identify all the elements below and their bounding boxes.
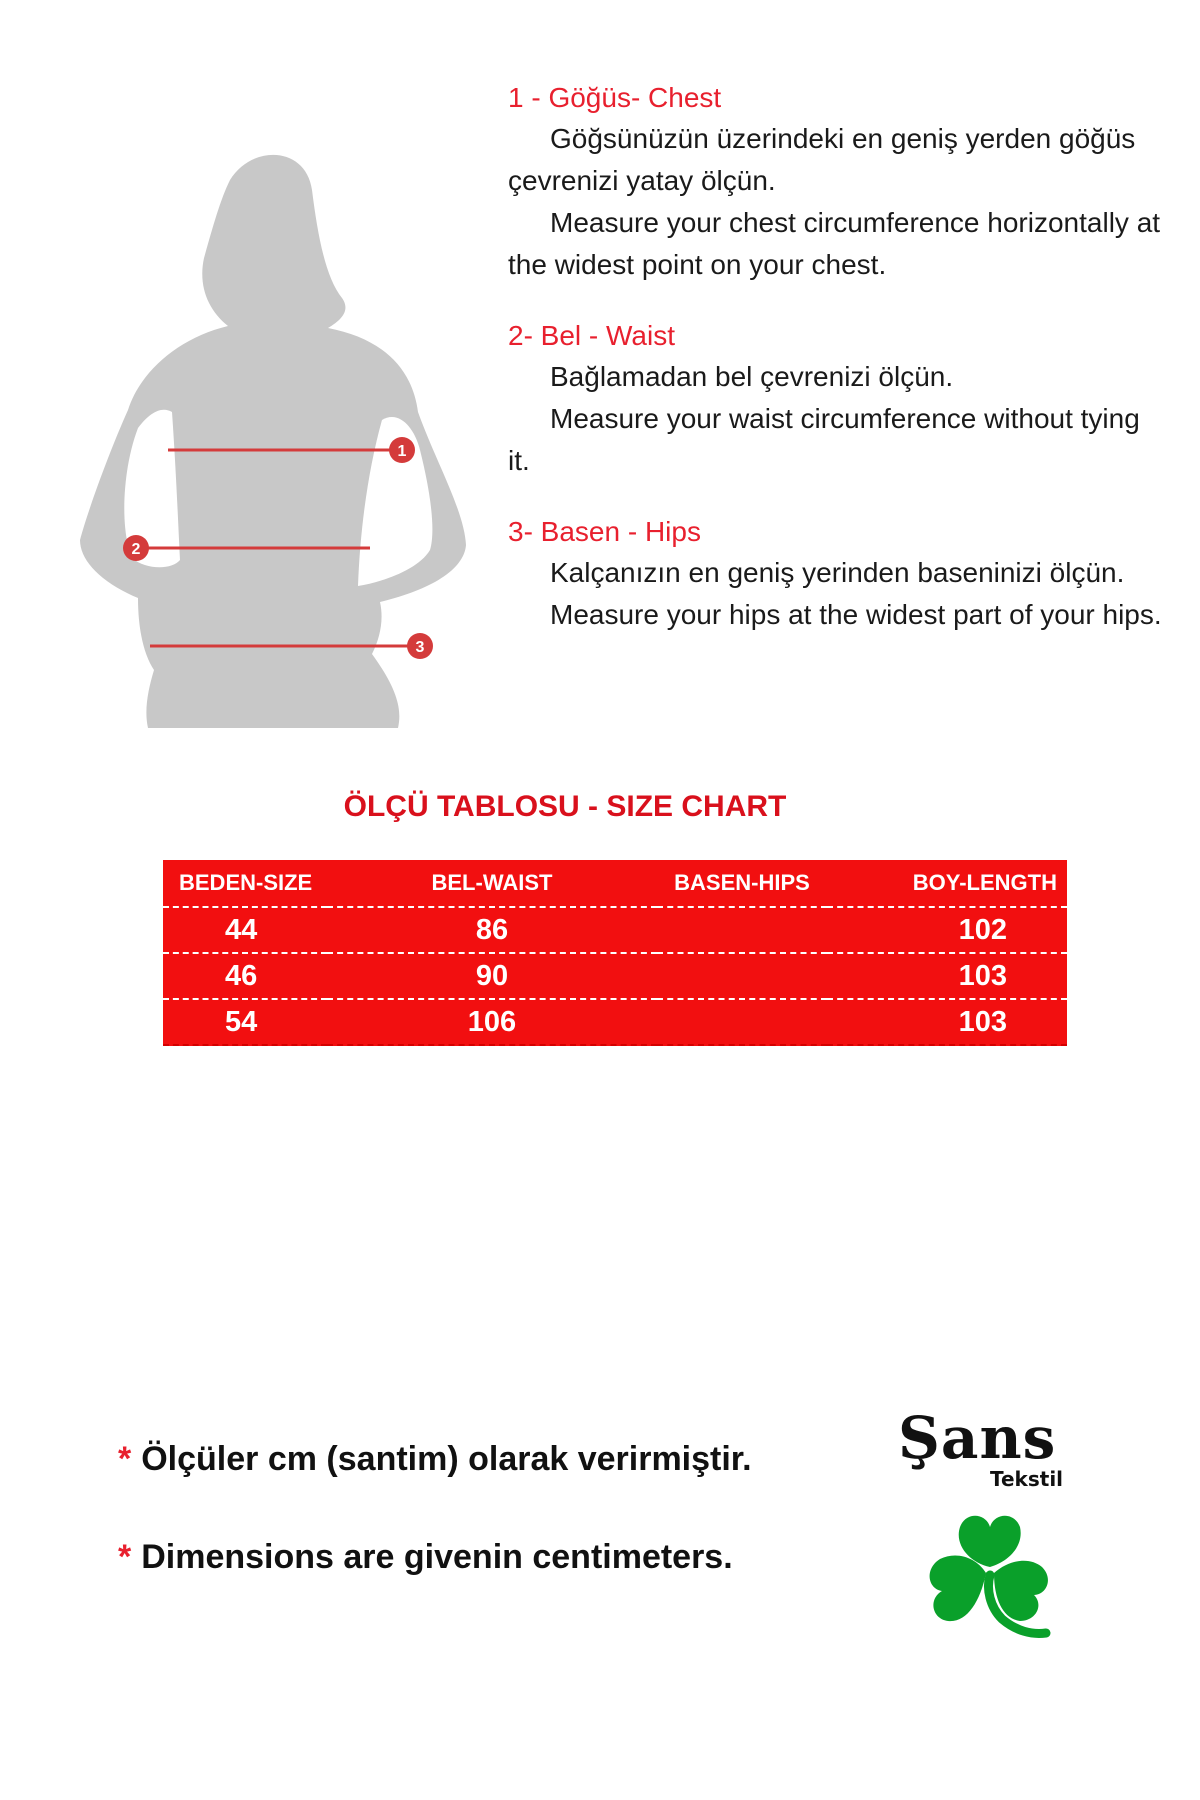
brand-logo: [898, 1405, 1098, 1645]
waist-title: 2- Bel - Waist: [508, 320, 675, 351]
table-header-row: [163, 860, 1067, 907]
waist-instruction: [508, 316, 1168, 482]
body-measurement-figure: [80, 150, 480, 730]
size-chart-table: [163, 860, 1067, 1046]
header-waist: BEL-WAIST: [327, 860, 657, 907]
chest-text-tr: Göğsünüzün üzerindeki en geniş yerden göğüs çevrenizi yatay ölçün.: [508, 123, 1136, 196]
header-size: BEDEN-SIZE: [163, 860, 327, 907]
cell-waist: 106: [327, 999, 657, 1045]
waist-text-tr: Bağlamadan bel çevrenizi ölçün.: [550, 361, 954, 392]
hips-title: 3- Basen - Hips: [508, 516, 701, 547]
hips-instruction: [508, 512, 1168, 636]
note-star: *: [118, 1440, 132, 1478]
note-text: Ölçüler cm (santim) olarak verirmiştir.: [141, 1440, 752, 1478]
hips-marker-label: 3: [415, 639, 425, 656]
note-text: Dimensions are givenin centimeters.: [141, 1538, 733, 1576]
header-length: BOY-LENGTH: [827, 860, 1067, 907]
cell-size: 54: [163, 999, 327, 1045]
header-hips: BASEN-HIPS: [657, 860, 827, 907]
cell-size: 44: [163, 907, 327, 953]
table-row: [163, 953, 1067, 999]
cell-waist: 90: [327, 953, 657, 999]
body-silhouette: [80, 150, 480, 730]
note-units-en: [118, 1538, 733, 1577]
note-star: *: [118, 1538, 132, 1576]
table-row: [163, 999, 1067, 1045]
chest-title: 1 - Göğüs- Chest: [508, 82, 722, 113]
hips-text-en: Measure your hips at the widest part of your hips.: [550, 599, 1162, 630]
size-chart-title: ÖLÇÜ TABLOSU - SIZE CHART: [343, 790, 787, 823]
hips-text-tr: Kalçanızın en geniş yerinden baseninizi ölçün.: [550, 557, 1125, 588]
logo-subtitle: Tekstil: [990, 1467, 1064, 1491]
cell-waist: 86: [327, 907, 657, 953]
four-leaf-clover-icon: [920, 1505, 1070, 1645]
measurement-instructions: [508, 78, 1168, 666]
chest-text-en: Measure your chest circumference horizontally at the widest point on your chest.: [508, 207, 1161, 280]
cell-hips: [657, 907, 827, 953]
cell-size: 46: [163, 953, 327, 999]
cell-length: 103: [827, 953, 1067, 999]
waist-text-en: Measure your waist circumference without tying it.: [508, 403, 1140, 476]
cell-hips: [657, 953, 827, 999]
chest-instruction: [508, 78, 1168, 286]
cell-length: 103: [827, 999, 1067, 1045]
chest-marker-label: 1: [397, 443, 407, 460]
waist-marker-label: 2: [131, 541, 141, 558]
note-units-tr: [118, 1440, 752, 1479]
cell-length: 102: [827, 907, 1067, 953]
cell-hips: [657, 999, 827, 1045]
logo-name: Şans: [898, 1404, 1057, 1472]
table-row: [163, 907, 1067, 953]
